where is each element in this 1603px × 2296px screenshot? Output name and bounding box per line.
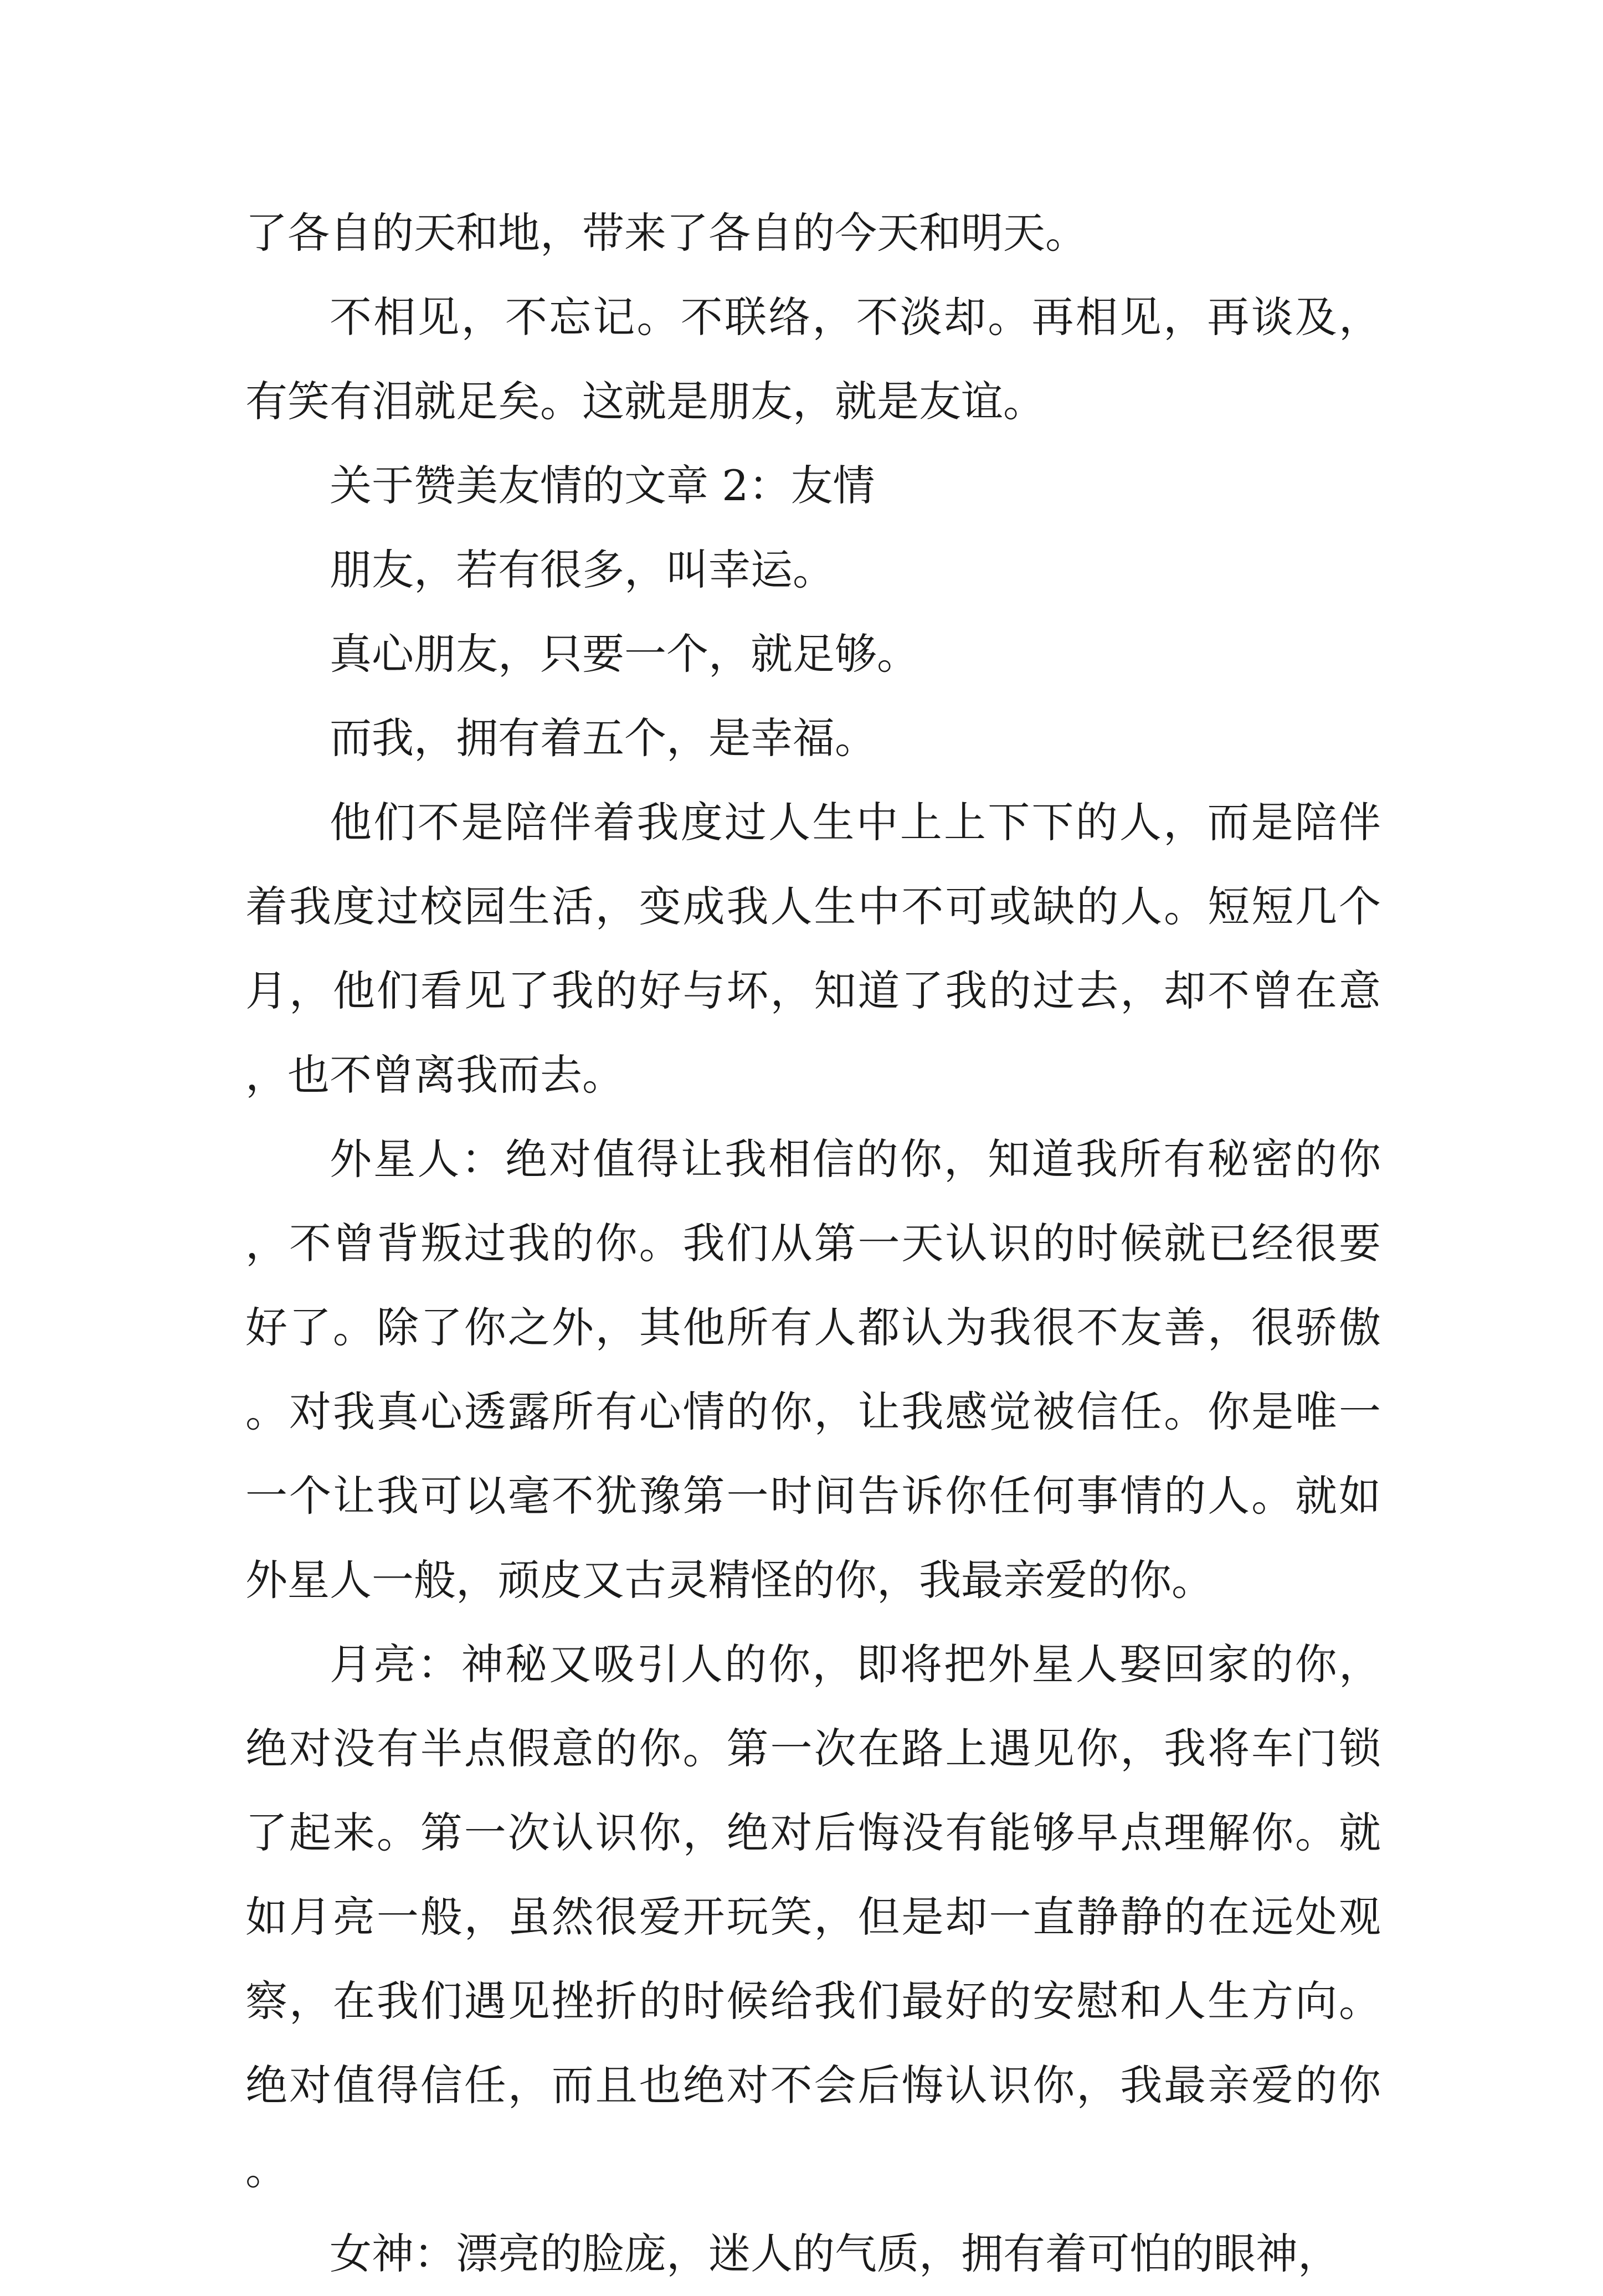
paragraph-one-true-friend: 真心朋友，只要一个，就足够。	[330, 629, 919, 679]
paragraph-moon: 月亮：神秘又吸引人的你，即将把外星人娶回家的你，绝对没有半点假意的你。第一次在路上遇见你，我将车门锁了起来。第一次认识你，绝对后悔没有能够早点理解你。就如月亮一般，虽然很爱开玩笑，但是却一直静静的在远处观察，在我们遇见挫折的时候给我们最好的安慰和人生方向。绝对值得信任，而且也绝对不会后悔认识你，我最亲爱的你。	[245, 1640, 1381, 2194]
document-body	[245, 191, 1381, 2296]
paragraph-friendship-meaning: 不相见，不忘记。不联络，不淡却。再相见，再谈及，有笑有泪就足矣。这就是朋友，就是友谊。	[245, 292, 1381, 426]
paragraph-many-friends: 朋友，若有很多，叫幸运。	[330, 545, 835, 594]
article-heading: 关于赞美友情的文章 2：友情	[330, 461, 875, 510]
paragraph-school-life: 他们不是陪伴着我度过人生中上上下下的人，而是陪伴着我度过校园生活，变成我人生中不可或缺的人。短短几个月，他们看见了我的好与坏，知道了我的过去，却不曾在意，也不曾离我而去。	[245, 798, 1381, 1100]
paragraph-alien: 外星人：绝对值得让我相信的你，知道我所有秘密的你，不曾背叛过我的你。我们从第一天认识的时候就已经很要好了。除了你之外，其他所有人都认为我很不友善，很骄傲。对我真心透露所有心情的你，让我感觉被信任。你是唯一一个让我可以毫不犹豫第一时间告诉你任何事情的人。就如外星人一般，顽皮又古灵精怪的你，我最亲爱的你。	[245, 1134, 1381, 1605]
paragraph-goddess: 女神：漂亮的脸庞，迷人的气质，拥有着可怕的眼神，	[330, 2229, 1340, 2278]
paragraph-five-friends: 而我，拥有着五个，是幸福。	[330, 713, 877, 763]
paragraph-continuation: 了各自的天和地，带来了各自的今天和明天。	[245, 208, 1087, 258]
